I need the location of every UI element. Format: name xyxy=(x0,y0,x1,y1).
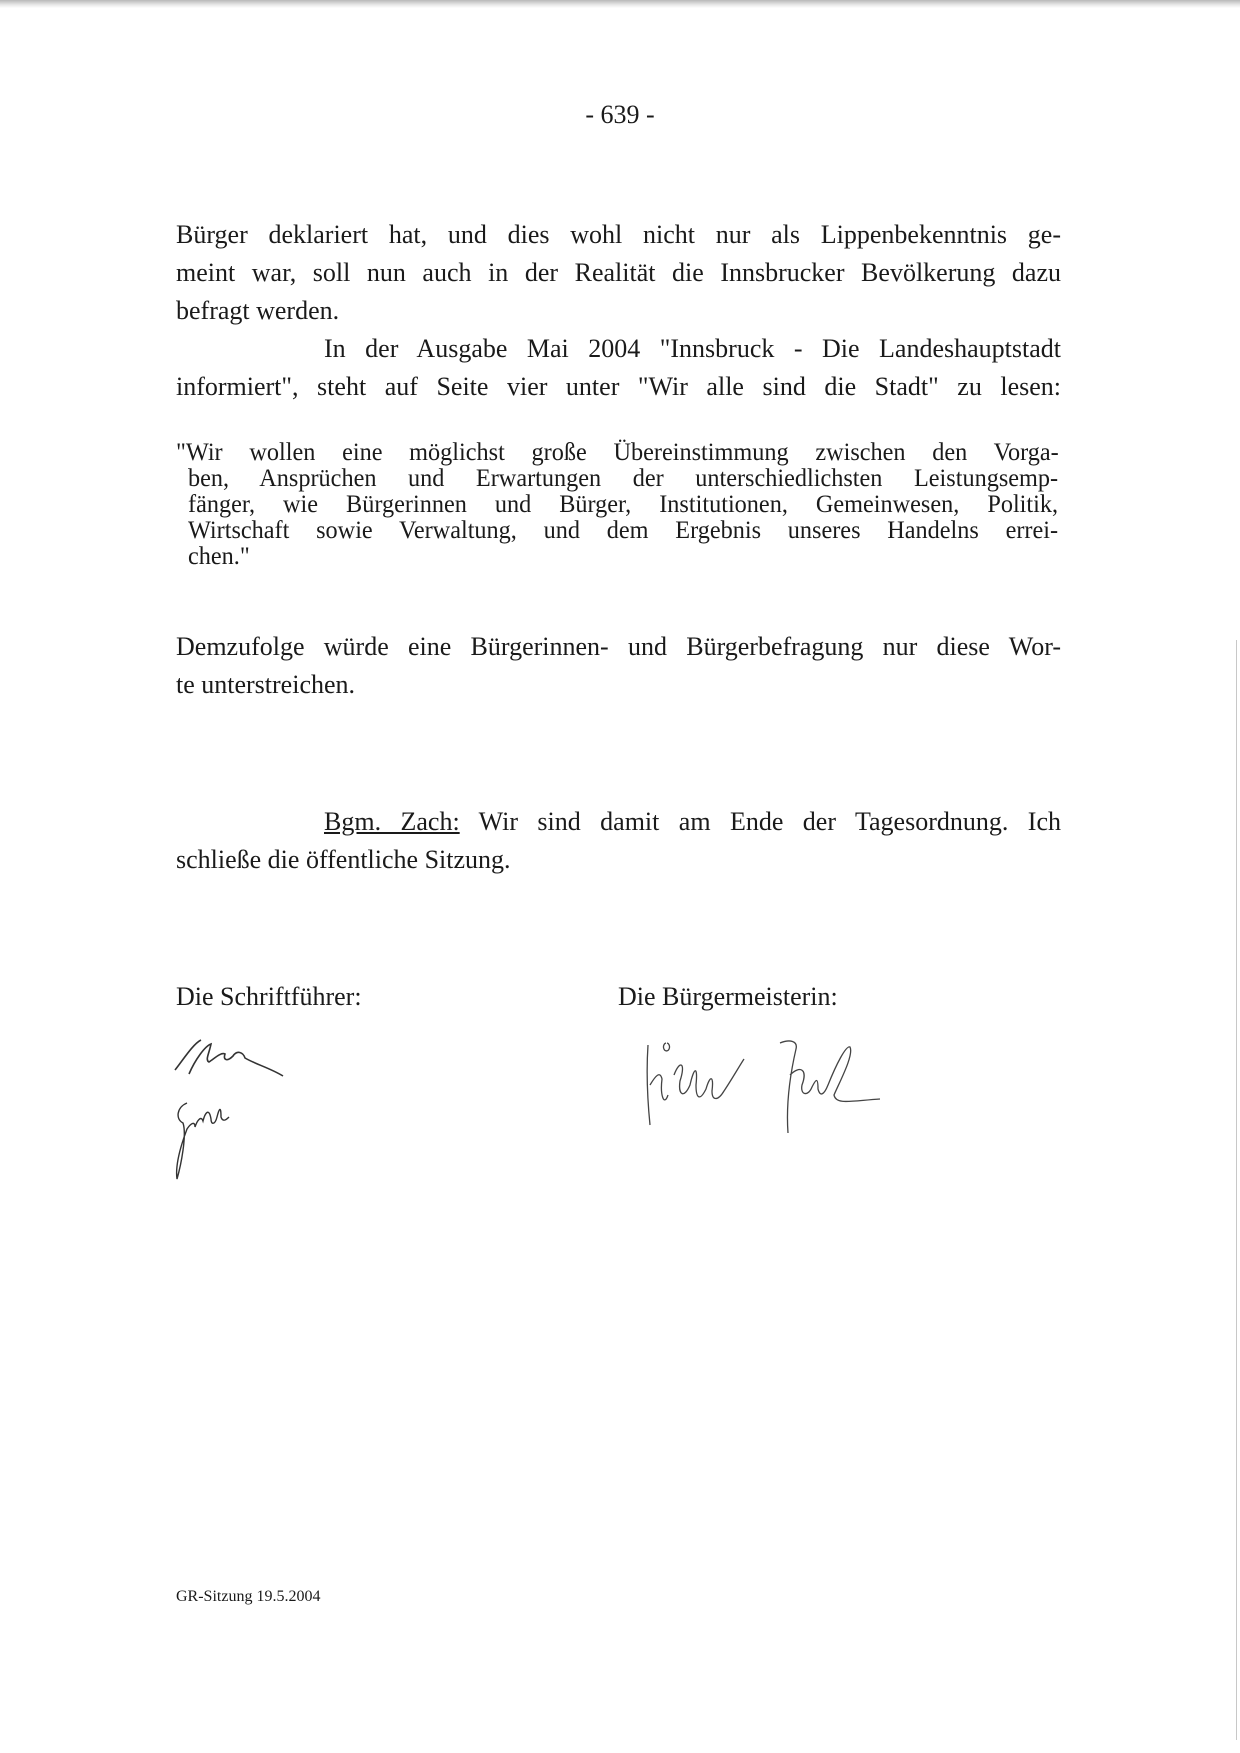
quote-line: fänger, wie Bürgerinnen und Bürger, Institutionen, Gemeinwesen, Politik, xyxy=(188,491,1059,518)
quote-line: Wirtschaft sowie Verwaltung, und dem Ergebnis unseres Handelns errei- xyxy=(188,517,1059,544)
signature-secretary-1 xyxy=(165,1030,315,1090)
paragraph3-line: te unterstreichen. xyxy=(176,670,356,699)
paragraph1-line: meint war, soll nun auch in der Realität die Innsbrucker Bevölkerung dazu xyxy=(176,258,1061,287)
paragraph1-line: Bürger deklariert hat, und dies wohl nicht nur als Lippenbekenntnis ge- xyxy=(176,220,1061,249)
scan-edge-top xyxy=(0,0,1240,8)
signature-secretary-2 xyxy=(165,1095,245,1185)
closing-line xyxy=(324,807,1061,837)
speaker-name: Bgm. Zach: xyxy=(324,807,460,836)
paragraph3-line: Demzufolge würde eine Bürgerinnen- und Bürgerbefragung nur diese Wor- xyxy=(176,632,1061,661)
mayor-label: Die Bürgermeisterin: xyxy=(618,982,838,1011)
scan-edge-right xyxy=(1236,640,1237,1740)
paragraph2-line: In der Ausgabe Mai 2004 "Innsbruck - Die Landeshauptstadt xyxy=(324,334,1061,363)
footer-session-date: GR-Sitzung 19.5.2004 xyxy=(176,1588,321,1605)
page-number: - 639 - xyxy=(585,100,655,129)
paragraph1-line: befragt werden. xyxy=(176,296,340,325)
closing-line-2: schließe die öffentliche Sitzung. xyxy=(176,845,511,874)
secretaries-label: Die Schriftführer: xyxy=(176,982,362,1011)
quote-line: chen." xyxy=(188,543,250,570)
quote-line: ben, Ansprüchen und Erwartungen der unterschiedlichsten Leistungsemp- xyxy=(188,465,1059,492)
quote-line: "Wir wollen eine möglichst große Übereinstimmung zwischen den Vorga- xyxy=(176,439,1059,466)
signature-mayor xyxy=(640,1035,900,1135)
paragraph2-line: informiert", steht auf Seite vier unter "Wir alle sind die Stadt" zu lesen: xyxy=(176,372,1061,401)
closing-text: Wir sind damit am Ende der Tagesordnung. Ich xyxy=(459,807,1061,836)
